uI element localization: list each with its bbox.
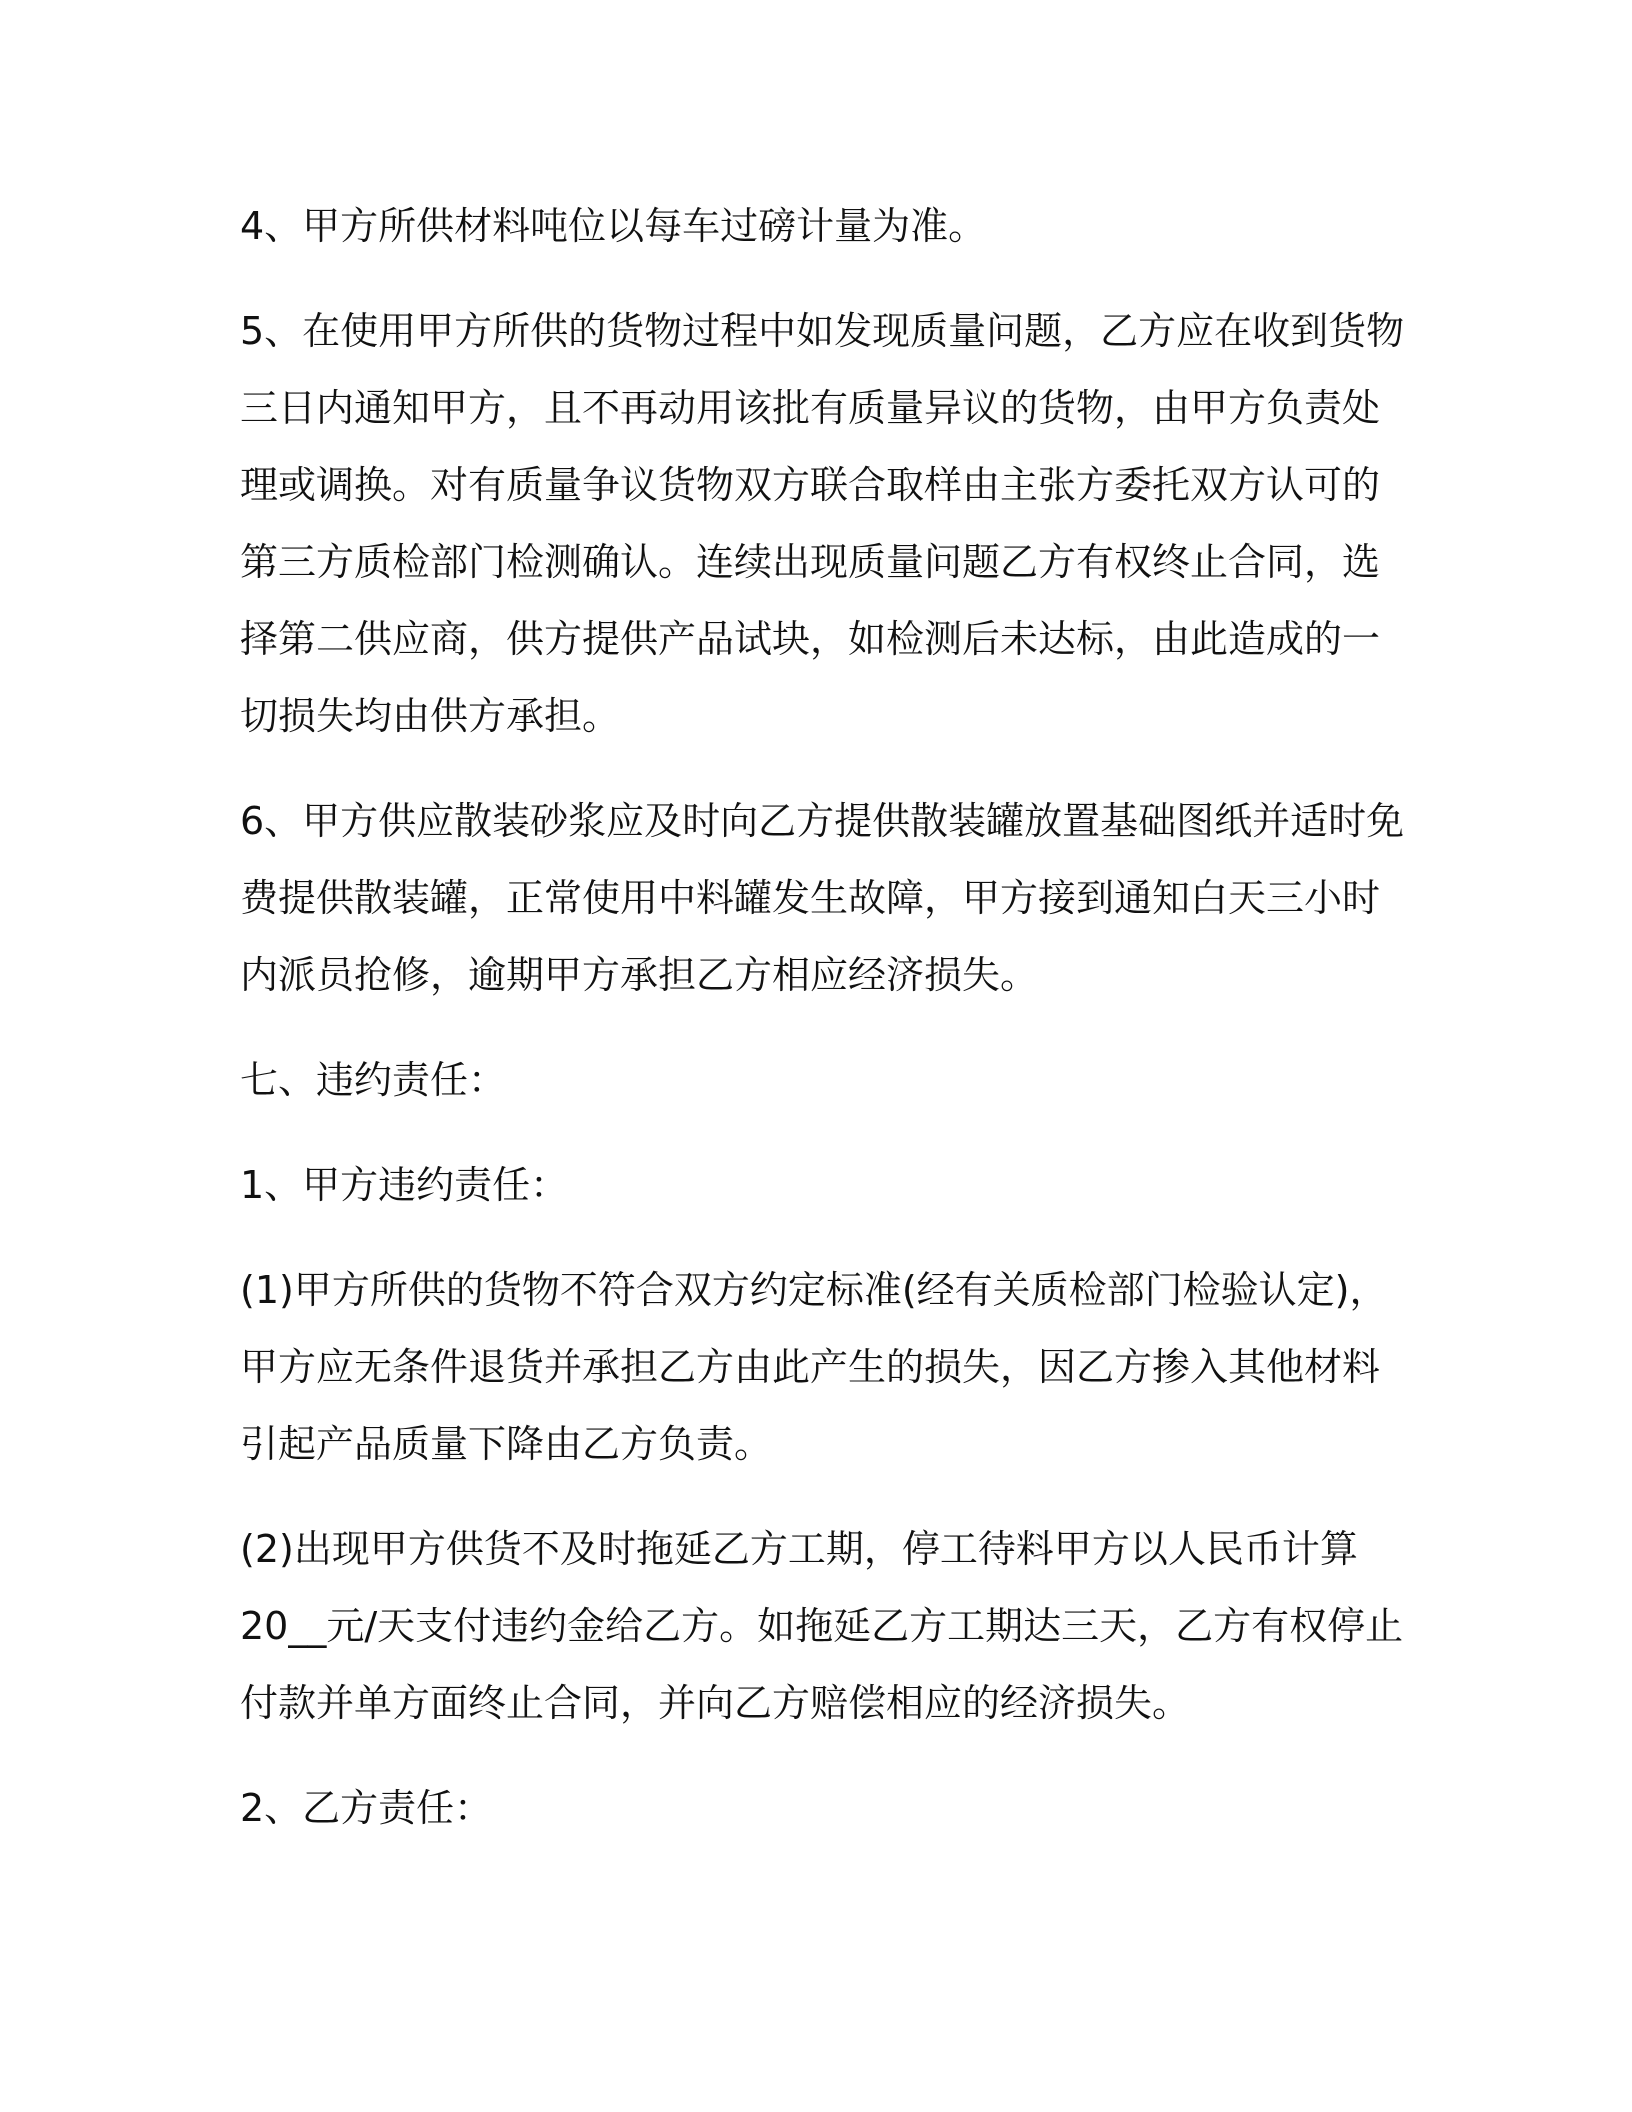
subheading-party-b-liability <box>240 1770 1390 1847</box>
text-line: 2、乙方责任： <box>240 1786 493 1830</box>
text-line: 1、甲方违约责任： <box>240 1163 569 1207</box>
text-line: (1)甲方所供的货物不符合双方约定标准(经有关质检部门检验认定)， <box>240 1268 1388 1312</box>
section-heading-breach-liability <box>240 1042 1390 1119</box>
text-line: (2)出现甲方供货不及时拖延乙方工期，停工待料甲方以人民币计算 <box>240 1527 1358 1571</box>
text-line: 20__元/天支付违约金给乙方。如拖延乙方工期达三天，乙方有权停止 <box>240 1604 1404 1648</box>
text-line: 三日内通知甲方，且不再动用该批有质量异议的货物，由甲方负责处 <box>240 386 1381 430</box>
subheading-party-a-liability <box>240 1147 1390 1224</box>
text-line: 七、违约责任： <box>240 1058 507 1102</box>
text-line: 4、甲方所供材料吨位以每车过磅计量为准。 <box>240 204 987 248</box>
text-line: 切损失均由供方承担。 <box>240 694 621 738</box>
text-line: 甲方应无条件退货并承担乙方由此产生的损失，因乙方掺入其他材料 <box>240 1345 1381 1389</box>
clause-1-2 <box>240 1511 1404 1742</box>
text-line: 内派员抢修，逾期甲方承担乙方相应经济损失。 <box>240 953 1039 997</box>
text-line: 第三方质检部门检测确认。连续出现质量问题乙方有权终止合同，选 <box>240 540 1381 584</box>
text-line: 理或调换。对有质量争议货物双方联合取样由主张方委托双方认可的 <box>240 463 1381 507</box>
clause-6 <box>240 783 1405 1014</box>
text-line: 择第二供应商，供方提供产品试块，如检测后未达标，由此造成的一 <box>240 617 1381 661</box>
text-line: 引起产品质量下降由乙方负责。 <box>240 1422 773 1466</box>
clause-5 <box>240 293 1405 755</box>
clause-1-1 <box>240 1252 1390 1483</box>
document-body <box>240 188 1405 1875</box>
text-line: 5、在使用甲方所供的货物过程中如发现质量问题，乙方应在收到货物 <box>240 309 1405 353</box>
text-line: 费提供散装罐，正常使用中料罐发生故障，甲方接到通知白天三小时 <box>240 876 1381 920</box>
text-line: 付款并单方面终止合同，并向乙方赔偿相应的经济损失。 <box>240 1681 1191 1725</box>
text-line: 6、甲方供应散装砂浆应及时向乙方提供散装罐放置基础图纸并适时免 <box>240 799 1405 843</box>
clause-4 <box>240 188 1390 265</box>
